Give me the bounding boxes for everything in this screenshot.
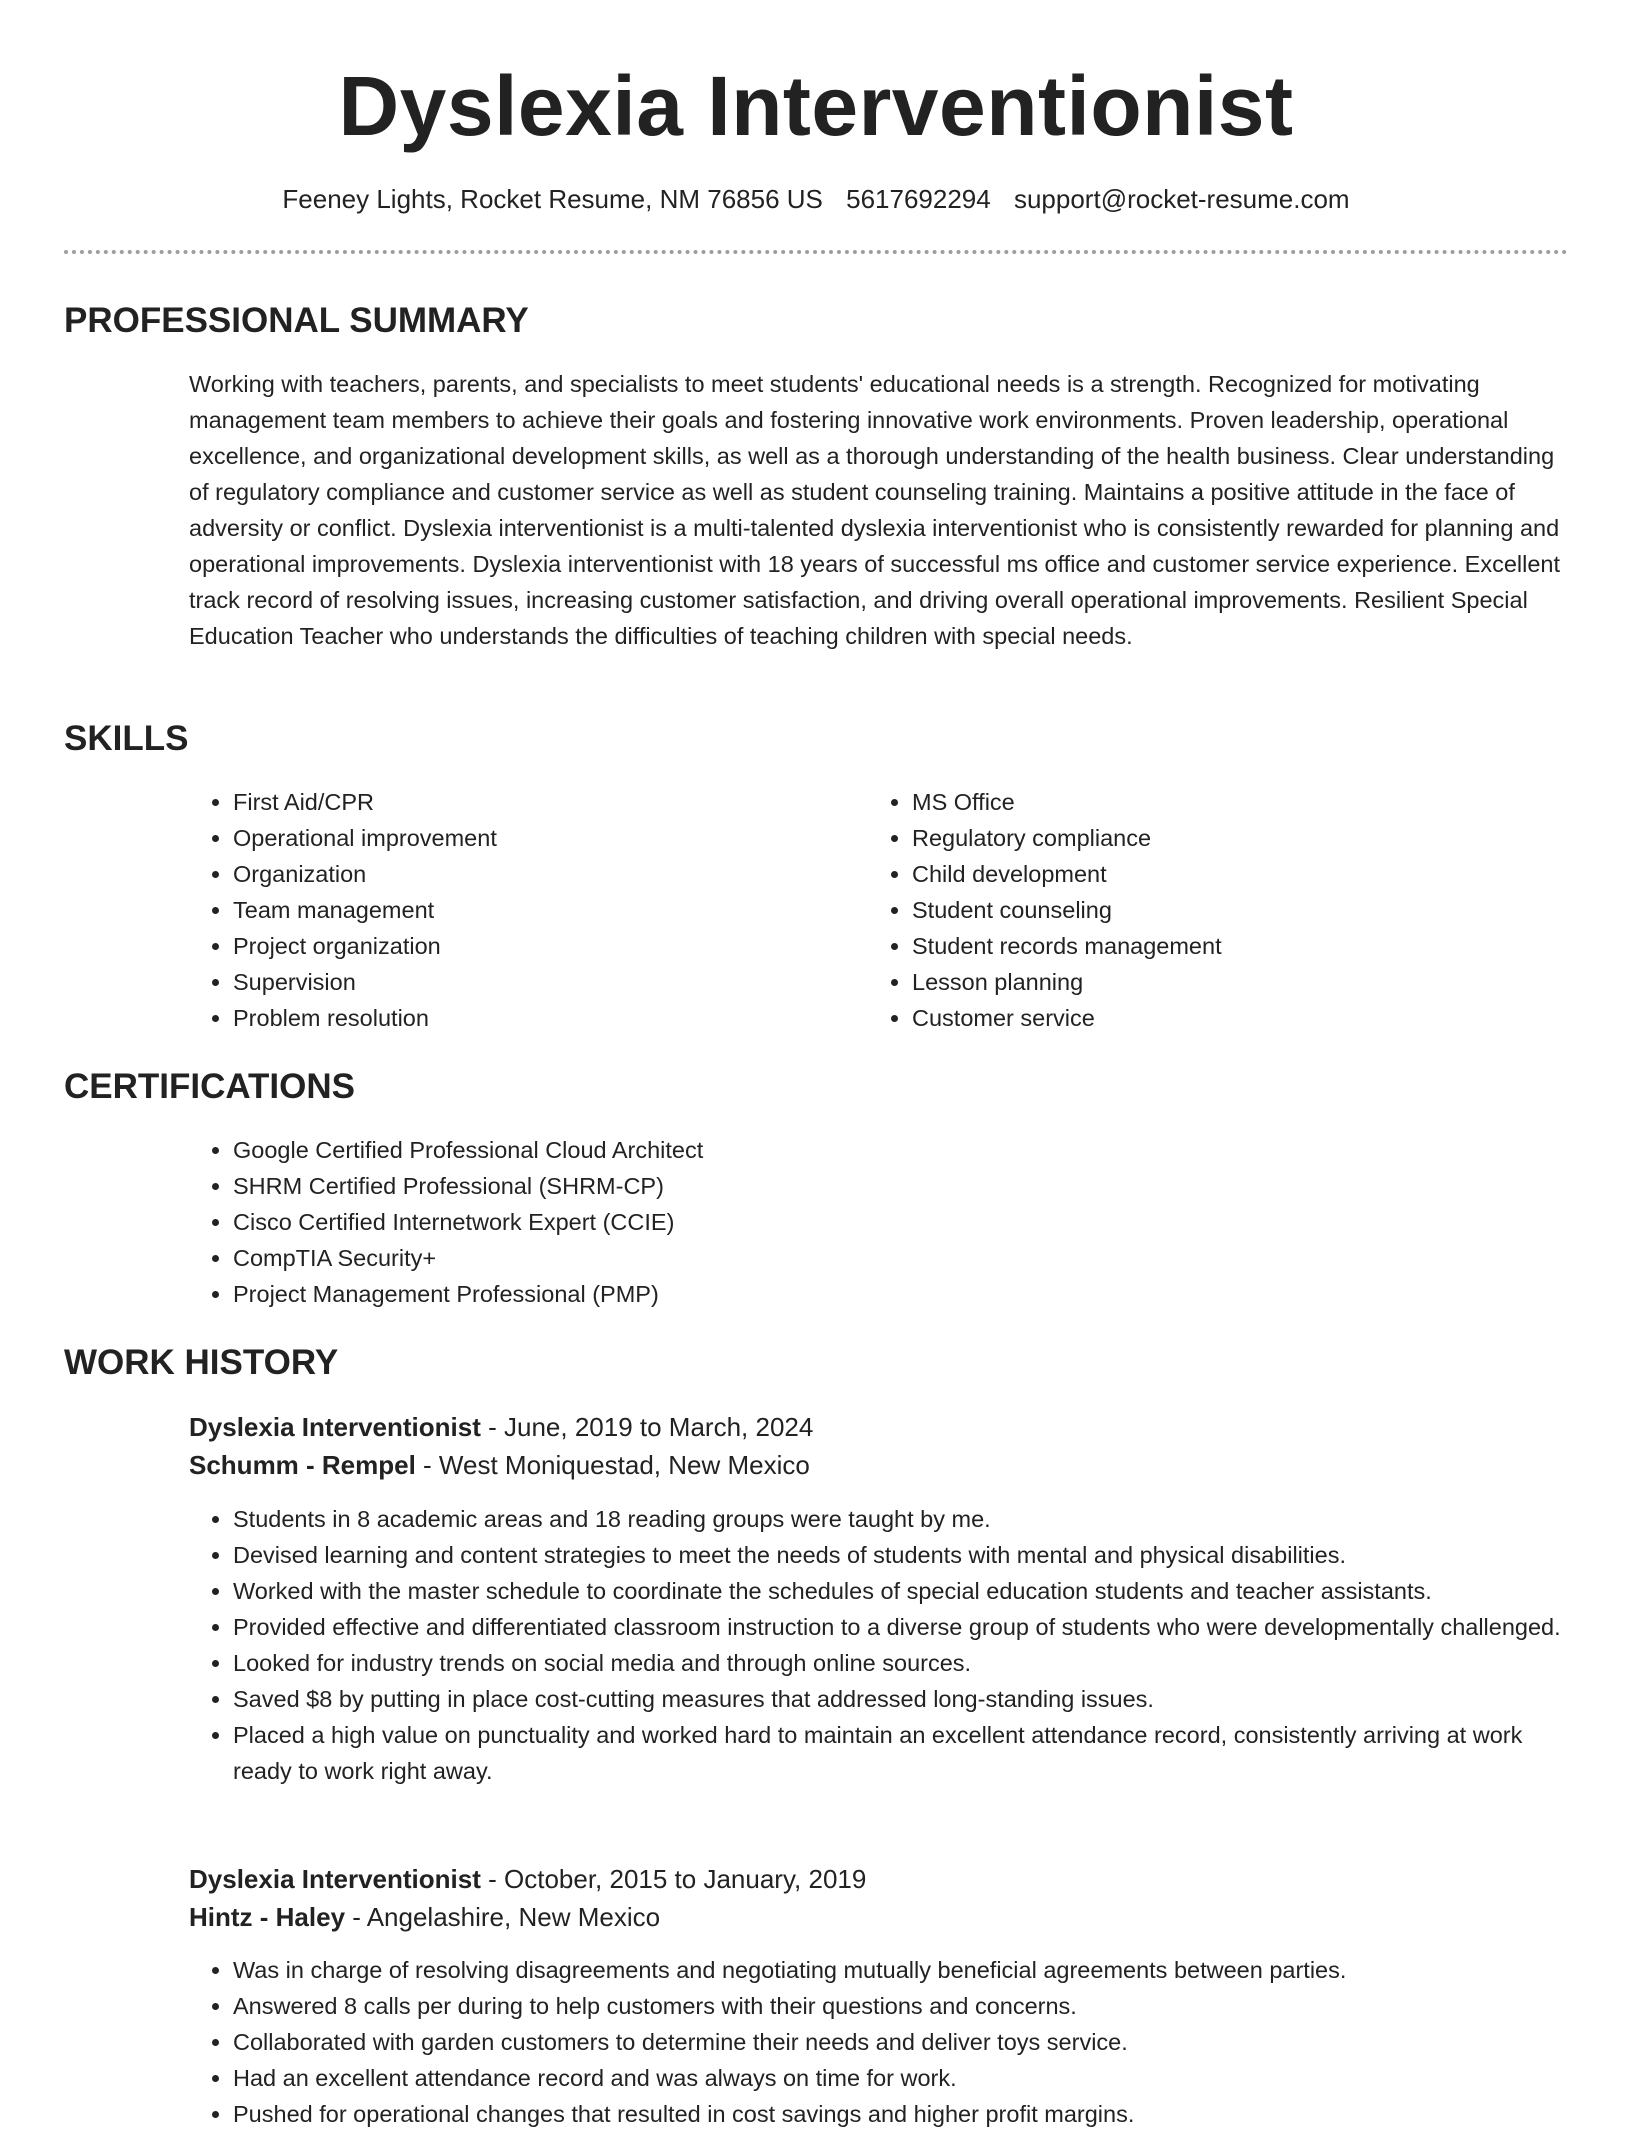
job-company-line [189,1898,1569,1936]
list-item: • Had an excellent attendance record and was always on time for work. [233,2060,1569,2096]
list-item: • Child development [912,856,1508,892]
job-location: - Angelashire, New Mexico [345,1902,661,1932]
list-item: • Placed a high value on punctuality and worked hard to maintain an excellent attendance record, consistently arriving at work ready to work right away. [233,1717,1569,1789]
list-item: • Devised learning and content strategies to meet the needs of students with mental and physical disabilities. [233,1537,1569,1573]
list-item: • CompTIA Security+ [233,1240,1389,1276]
list-item: • Saved $8 by putting in place cost-cutting measures that addressed long-standing issues. [233,1681,1569,1717]
contact-address: Feeney Lights, Rocket Resume, NM 76856 US [282,184,823,214]
job-title-line [189,1408,1569,1446]
list-item: • Operational improvement [233,820,829,856]
list-item: • Google Certified Professional Cloud Architect [233,1132,1389,1168]
list-item: • SHRM Certified Professional (SHRM-CP) [233,1168,1389,1204]
list-item: • Students in 8 academic areas and 18 reading groups were taught by me. [233,1501,1569,1537]
list-item: • Student counseling [912,892,1508,928]
skills-column-right [868,784,1508,1036]
duties-list [189,1501,1569,1789]
list-item: • Was in charge of resolving disagreements and negotiating mutually beneficial agreements between parties. [233,1952,1569,1988]
skills-list-left [189,784,829,1036]
list-item: • MS Office [912,784,1508,820]
list-item: • Pushed for operational changes that resulted in cost savings and higher profit margins. [233,2096,1569,2132]
job-role: Dyslexia Interventionist [189,1864,481,1894]
section-title-summary: PROFESSIONAL SUMMARY [64,301,529,340]
job-dates: - June, 2019 to March, 2024 [480,1412,814,1442]
certifications-block [189,1132,1389,1312]
list-item: • Problem resolution [233,1000,829,1036]
list-item: • Team management [233,892,829,928]
list-item: • Student records management [912,928,1508,964]
list-item: • Project Management Professional (PMP) [233,1276,1389,1312]
certifications-list [189,1132,1389,1312]
candidate-name: Dyslexia Interventionist [338,59,1294,153]
skills-column-left [189,784,829,1036]
summary-text: Working with teachers, parents, and specialists to meet students' educational needs is a strength. Recognized for motivating management team members to achieve their goals and fostering innovative work environments. Proven leadership, operational excellence, and organizational development skills, as well as a thorough understanding of the health business. Clear understanding of regulatory compliance and customer service as well as student counseling training. Maintains a positive attitude in the face of adversity or conflict. Dyslexia interventionist is a multi-talented dyslexia interventionist who is consistently rewarded for planning and operational improvements. Dyslexia interventionist with 18 years of successful ms office and customer service experience. Excellent track record of resolving issues, increasing customer satisfaction, and driving overall operational improvements. Resilient Special Education Teacher who understands the difficulties of teaching children with special needs. [189,371,1561,649]
job-role: Dyslexia Interventionist [189,1412,481,1442]
contact-email: support@rocket-resume.com [1013,184,1350,214]
job-company: Hintz - Haley [189,1902,346,1932]
list-item: • Supervision [233,964,829,1000]
list-item: • Organization [233,856,829,892]
contact-phone: 5617692294 [846,184,991,214]
list-item: • Lesson planning [912,964,1508,1000]
skills-list-right [868,784,1508,1036]
job-duties [189,1501,1569,1789]
contact-line [0,182,1632,216]
list-item: • Project organization [233,928,829,964]
list-item: • Looked for industry trends on social media and through online sources. [233,1645,1569,1681]
list-item: • Provided effective and differentiated classroom instruction to a diverse group of students who were developmentally challenged. [233,1609,1569,1645]
job-duties [189,1952,1569,2132]
list-item: • Cisco Certified Internetwork Expert (CCIE) [233,1204,1389,1240]
job-company: Schumm - Rempel [189,1450,416,1480]
list-item: • Worked with the master schedule to coordinate the schedules of special education students and teacher assistants. [233,1573,1569,1609]
list-item: • Regulatory compliance [912,820,1508,856]
list-item: • First Aid/CPR [233,784,829,820]
section-title-skills: SKILLS [64,719,189,758]
list-item: • Customer service [912,1000,1508,1036]
job-title-line [189,1860,1569,1898]
list-item: • Collaborated with garden customers to determine their needs and deliver toys service. [233,2024,1569,2060]
section-title-certifications: CERTIFICATIONS [64,1067,356,1106]
job-location: - West Moniquestad, New Mexico [415,1450,810,1480]
list-item: • Answered 8 calls per during to help customers with their questions and concerns. [233,1988,1569,2024]
duties-list [189,1952,1569,2132]
job-dates: - October, 2015 to January, 2019 [480,1864,867,1894]
section-title-work-history: WORK HISTORY [64,1343,339,1382]
job-company-line [189,1446,1569,1484]
header-divider [64,250,1568,254]
